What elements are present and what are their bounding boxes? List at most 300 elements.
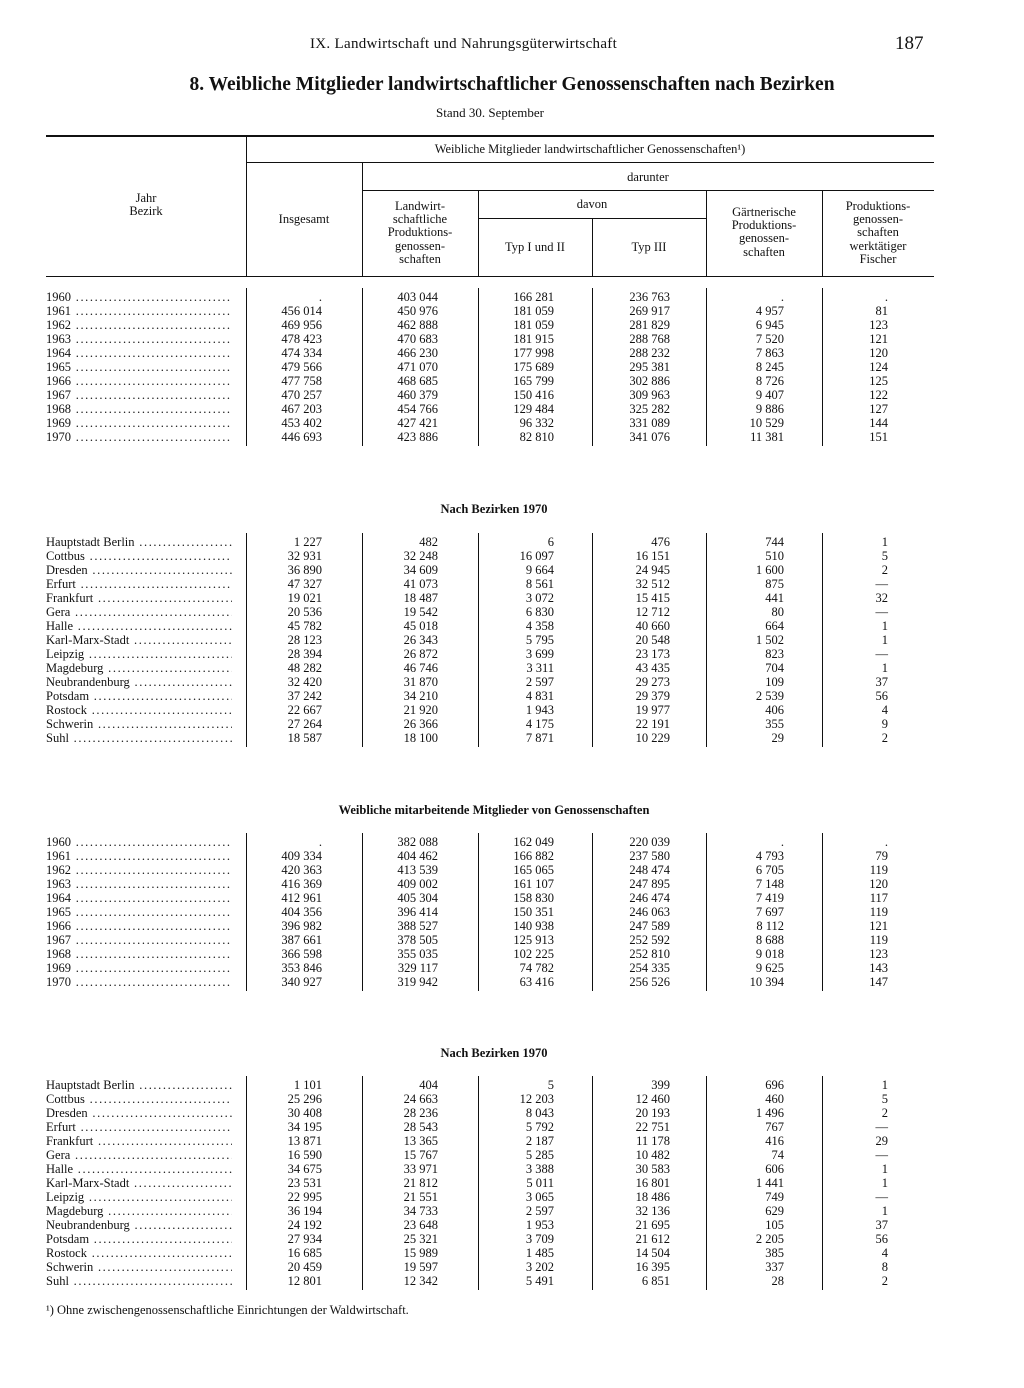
cell-typ-1-2: 3 709 [525,1232,554,1246]
cell-lpg: 41 073 [403,577,438,591]
cell-gpg: 29 [771,731,784,745]
cell-insgesamt: 366 598 [281,947,322,961]
cell-insgesamt: 13 871 [287,1134,322,1148]
cell-insgesamt: . [318,835,322,849]
cell-gpg: 10 529 [749,416,784,430]
row-label: 1964 ..... [46,891,232,905]
cell-gpg: 6 705 [755,863,784,877]
cell-gpg: 7 863 [755,346,784,360]
cell-typ-1-2: 9 664 [525,563,554,577]
cell-typ-1-2: 5 795 [525,633,554,647]
cell-insgesamt: 16 685 [287,1246,322,1260]
cell-typ-3: 29 273 [635,675,670,689]
cell-insgesamt: 420 363 [281,863,322,877]
cell-gpg: 337 [765,1260,784,1274]
cell-typ-3: 269 917 [629,304,670,318]
cell-insgesamt: 396 982 [281,919,322,933]
cell-lpg: 468 685 [397,374,438,388]
cell-lpg: 355 035 [397,947,438,961]
cell-typ-1-2: 3 311 [526,661,554,675]
cell-lpg: 460 379 [397,388,438,402]
cell-gpg: 355 [765,717,784,731]
row-label: 1967 ..... [46,933,232,947]
cell-typ-3: 309 963 [629,388,670,402]
cell-typ-3: 246 474 [629,891,670,905]
row-label: Rostock ..... [46,1246,232,1260]
row-label: Magdeburg ..... [46,1204,232,1218]
cell-gpg: . [780,290,784,304]
row-label: Neubrandenburg ..... [46,675,232,689]
cell-typ-1-2: 7 871 [525,731,554,745]
cell-typ-3: 10 482 [635,1148,670,1162]
cell-typ-3: 254 335 [629,961,670,975]
cell-lpg: 462 888 [397,318,438,332]
cell-gpg: 7 697 [755,905,784,919]
cell-gpg: . [780,835,784,849]
cell-lpg: 26 343 [403,633,438,647]
cell-typ-3: 22 751 [635,1120,670,1134]
row-label: Potsdam ..... [46,1232,232,1246]
cell-typ-1-2: 2 187 [525,1134,554,1148]
row-label: Potsdam ..... [46,689,232,703]
cell-gpg: 823 [765,647,784,661]
cell-gpg: 1 600 [755,563,784,577]
cell-gpg: 441 [765,591,784,605]
cell-insgesamt: 22 995 [287,1190,322,1204]
cell-pgf: 1 [881,1204,888,1218]
cell-insgesamt: 36 890 [287,563,322,577]
row-label: 1968 ..... [46,947,232,961]
cell-pgf: 1 [881,1162,888,1176]
cell-typ-3: 288 232 [629,346,670,360]
cell-gpg: 385 [765,1246,784,1260]
cell-gpg: 8 245 [755,360,784,374]
row-label: 1960 ..... [46,290,232,304]
row-label: Magdeburg ..... [46,661,232,675]
cell-typ-1-2: 1 953 [525,1218,554,1232]
cell-insgesamt: 32 931 [287,549,322,563]
cell-gpg: 2 539 [755,689,784,703]
cell-pgf: 1 [881,619,888,633]
cell-gpg: 767 [765,1120,784,1134]
cell-typ-1-2: 165 065 [513,863,554,877]
cell-gpg: 406 [765,703,784,717]
cell-pgf: 121 [869,332,888,346]
cell-typ-3: 16 801 [635,1176,670,1190]
cell-gpg: 749 [765,1190,784,1204]
cell-pgf: 2 [881,731,888,745]
cell-pgf: 120 [869,346,888,360]
cell-pgf: 120 [869,877,888,891]
cell-insgesamt: 1 101 [293,1078,322,1092]
row-label: 1968 ..... [46,402,232,416]
cell-typ-1-2: 161 107 [513,877,554,891]
cell-typ-1-2: 181 915 [513,332,554,346]
cell-lpg: 409 002 [397,877,438,891]
cell-typ-1-2: 3 202 [525,1260,554,1274]
cell-pgf: 1 [881,1176,888,1190]
cell-pgf: — [875,647,888,661]
cell-typ-1-2: 3 388 [525,1162,554,1176]
row-label: Hauptstadt Berlin ..... [46,535,232,549]
cell-pgf: 127 [869,402,888,416]
cell-pgf: 123 [869,947,888,961]
cell-typ-3: 40 660 [635,619,670,633]
cell-typ-1-2: 6 [547,535,554,549]
cell-insgesamt: 23 531 [287,1176,322,1190]
chapter-heading: IX. Landwirtschaft und Nahrungsgüterwirtschaft [310,36,618,52]
cell-typ-1-2: 4 358 [525,619,554,633]
cell-typ-1-2: 2 597 [525,1204,554,1218]
cell-lpg: 31 870 [403,675,438,689]
cell-insgesamt: 37 242 [287,689,322,703]
cell-typ-3: 16 395 [635,1260,670,1274]
header-bottom-rule [46,276,934,277]
cell-lpg: 15 767 [403,1148,438,1162]
row-label: Frankfurt ..... [46,1134,232,1148]
row-label: 1967 ..... [46,388,232,402]
cell-lpg: 21 812 [403,1176,438,1190]
cell-gpg: 8 688 [755,933,784,947]
cell-lpg: 45 018 [403,619,438,633]
cell-pgf: 9 [881,717,888,731]
cell-typ-3: 32 136 [635,1204,670,1218]
cell-insgesamt: 12 801 [287,1274,322,1288]
cell-gpg: 8 726 [755,374,784,388]
cell-insgesamt: 45 782 [287,619,322,633]
row-label: 1965 ..... [46,905,232,919]
cell-typ-1-2: 150 351 [513,905,554,919]
cell-gpg: 4 793 [755,849,784,863]
header-group-rule [246,162,934,163]
cell-pgf: 32 [875,591,888,605]
cell-pgf: 5 [881,1092,888,1106]
cell-pgf: 119 [869,933,888,947]
cell-typ-3: 220 039 [629,835,670,849]
header-pgf: Produktions- genossen- schaften werktätiger Fischer [845,199,911,266]
cell-gpg: 105 [765,1218,784,1232]
cell-lpg: 26 366 [403,717,438,731]
cell-lpg: 19 542 [403,605,438,619]
cell-typ-3: 237 580 [629,849,670,863]
cell-pgf: 4 [881,703,888,717]
row-label: 1962 ..... [46,318,232,332]
header-darunter: darunter [627,170,669,184]
cell-lpg: 34 609 [403,563,438,577]
cell-lpg: 482 [419,535,438,549]
cell-typ-3: 252 592 [629,933,670,947]
cell-gpg: 664 [765,619,784,633]
cell-lpg: 396 414 [397,905,438,919]
cell-lpg: 24 663 [403,1092,438,1106]
cell-lpg: 15 989 [403,1246,438,1260]
cell-pgf: 119 [869,863,888,877]
cell-gpg: 7 520 [755,332,784,346]
row-label: 1970 ..... [46,975,232,989]
cell-gpg: 510 [765,549,784,563]
cell-pgf: 2 [881,1274,888,1288]
cell-typ-1-2: 140 938 [513,919,554,933]
cell-lpg: 404 [419,1078,438,1092]
cell-lpg: 413 539 [397,863,438,877]
cell-typ-1-2: 5 491 [525,1274,554,1288]
cell-lpg: 423 886 [397,430,438,444]
row-label: Karl-Marx-Stadt ..... [46,633,232,647]
cell-pgf: 56 [875,1232,888,1246]
cell-insgesamt: 404 356 [281,905,322,919]
cell-typ-1-2: 175 689 [513,360,554,374]
cell-typ-3: 15 415 [635,591,670,605]
cell-lpg: 382 088 [397,835,438,849]
row-label: Hauptstadt Berlin ..... [46,1078,232,1092]
cell-insgesamt: 409 334 [281,849,322,863]
footnote: ¹) Ohne zwischengenossenschaftliche Einrichtungen der Waldwirtschaft. [46,1303,409,1317]
table-title: 8. Weibliche Mitglieder landwirtschaftlicher Genossenschaften nach Bezirken [189,74,835,95]
cell-lpg: 403 044 [397,290,438,304]
cell-lpg: 404 462 [397,849,438,863]
cell-typ-1-2: 125 913 [513,933,554,947]
cell-pgf: — [875,605,888,619]
cell-insgesamt: 47 327 [287,577,322,591]
cell-lpg: 26 872 [403,647,438,661]
cell-insgesamt: 387 661 [281,933,322,947]
cell-lpg: 34 733 [403,1204,438,1218]
cell-insgesamt: 28 123 [287,633,322,647]
row-label: 1963 ..... [46,332,232,346]
cell-lpg: 23 648 [403,1218,438,1232]
cell-gpg: 7 148 [755,877,784,891]
cell-lpg: 19 597 [403,1260,438,1274]
cell-typ-1-2: 6 830 [525,605,554,619]
cell-typ-1-2: 1 943 [525,703,554,717]
cell-pgf: 1 [881,535,888,549]
row-label: Leipzig ..... [46,1190,232,1204]
cell-gpg: 1 441 [755,1176,784,1190]
row-label: Rostock ..... [46,703,232,717]
cell-gpg: 4 957 [755,304,784,318]
cell-typ-1-2: 158 830 [513,891,554,905]
cell-insgesamt: . [318,290,322,304]
row-label: Halle ..... [46,619,232,633]
cell-gpg: 109 [765,675,784,689]
cell-insgesamt: 25 296 [287,1092,322,1106]
cell-pgf: 8 [881,1260,888,1274]
cell-lpg: 25 321 [403,1232,438,1246]
cell-typ-1-2: 102 225 [513,947,554,961]
cell-gpg: 1 496 [755,1106,784,1120]
cell-insgesamt: 446 693 [281,430,322,444]
cell-typ-3: 18 486 [635,1190,670,1204]
cell-typ-3: 23 173 [635,647,670,661]
row-label: 1966 ..... [46,374,232,388]
cell-lpg: 405 304 [397,891,438,905]
cell-insgesamt: 456 014 [281,304,322,318]
row-label: Suhl ..... [46,731,232,745]
cell-insgesamt: 469 956 [281,318,322,332]
cell-typ-3: 331 089 [629,416,670,430]
cell-insgesamt: 27 264 [287,717,322,731]
cell-insgesamt: 30 408 [287,1106,322,1120]
cell-pgf: 37 [875,675,888,689]
cell-pgf: 37 [875,1218,888,1232]
cell-lpg: 427 421 [397,416,438,430]
cell-lpg: 329 117 [397,961,438,975]
cell-typ-1-2: 166 281 [513,290,554,304]
cell-typ-3: 12 460 [635,1092,670,1106]
cell-lpg: 450 976 [397,304,438,318]
cell-pgf: 123 [869,318,888,332]
cell-insgesamt: 477 758 [281,374,322,388]
cell-typ-1-2: 166 882 [513,849,554,863]
cell-pgf: 144 [869,416,888,430]
cell-gpg: 606 [765,1162,784,1176]
row-label: 1966 ..... [46,919,232,933]
header-divider-stub [246,136,247,276]
row-label: 1962 ..... [46,863,232,877]
table-subtitle: Stand 30. September [436,105,544,120]
cell-pgf: . [884,290,888,304]
cell-pgf: — [875,1120,888,1134]
cell-typ-1-2: 5 285 [525,1148,554,1162]
cell-insgesamt: 19 021 [287,591,322,605]
cell-pgf: 125 [869,374,888,388]
cell-gpg: 744 [765,535,784,549]
cell-pgf: 143 [869,961,888,975]
cell-typ-3: 21 612 [635,1232,670,1246]
cell-insgesamt: 416 369 [281,877,322,891]
cell-lpg: 12 342 [403,1274,438,1288]
cell-insgesamt: 20 536 [287,605,322,619]
cell-gpg: 80 [771,605,784,619]
cell-typ-1-2: 16 097 [519,549,554,563]
cell-insgesamt: 340 927 [281,975,322,989]
cell-typ-3: 281 829 [629,318,670,332]
row-label: Schwerin ..... [46,1260,232,1274]
cell-lpg: 319 942 [397,975,438,989]
cell-gpg: 2 205 [755,1232,784,1246]
cell-pgf: 121 [869,919,888,933]
section-title-bezirke-1: Nach Bezirken 1970 [440,502,548,516]
cell-pgf: 56 [875,689,888,703]
cell-lpg: 21 551 [403,1190,438,1204]
cell-typ-1-2: 150 416 [513,388,554,402]
cell-insgesamt: 34 195 [287,1120,322,1134]
cell-lpg: 46 746 [403,661,438,675]
cell-typ-3: 236 763 [629,290,670,304]
cell-pgf: — [875,1190,888,1204]
cell-typ-1-2: 162 049 [513,835,554,849]
header-stub: Jahr Bezirk [129,191,163,219]
header-davon: davon [576,197,608,211]
cell-typ-3: 16 151 [635,549,670,563]
row-label: Karl-Marx-Stadt ..... [46,1176,232,1190]
cell-insgesamt: 28 394 [287,647,322,661]
cell-gpg: 74 [771,1148,784,1162]
cell-pgf: 151 [869,430,888,444]
row-label: 1961 ..... [46,304,232,318]
row-label: Erfurt ..... [46,577,232,591]
cell-gpg: 629 [765,1204,784,1218]
header-darunter-rule [362,190,934,191]
cell-typ-1-2: 5 011 [526,1176,554,1190]
cell-typ-3: 295 381 [629,360,670,374]
cell-gpg: 28 [771,1274,784,1288]
cell-insgesamt: 412 961 [281,891,322,905]
cell-typ-1-2: 165 799 [513,374,554,388]
cell-insgesamt: 467 203 [281,402,322,416]
cell-lpg: 454 766 [397,402,438,416]
cell-lpg: 18 100 [403,731,438,745]
cell-typ-3: 29 379 [635,689,670,703]
cell-pgf: 79 [875,849,888,863]
cell-typ-1-2: 12 203 [519,1092,554,1106]
cell-pgf: 119 [869,905,888,919]
cell-typ-3: 341 076 [629,430,670,444]
cell-typ-1-2: 181 059 [513,318,554,332]
cell-typ-3: 10 229 [635,731,670,745]
cell-typ-1-2: 4 175 [525,717,554,731]
cell-typ-3: 6 851 [641,1274,670,1288]
cell-typ-1-2: 8 043 [525,1106,554,1120]
cell-typ-3: 22 191 [635,717,670,731]
cell-typ-3: 476 [651,535,670,549]
cell-typ-3: 12 712 [635,605,670,619]
header-group [246,143,934,156]
row-label: Suhl ..... [46,1274,232,1288]
row-label: Frankfurt ..... [46,591,232,605]
cell-insgesamt: 24 192 [287,1218,322,1232]
cell-typ-3: 19 977 [635,703,670,717]
cell-insgesamt: 453 402 [281,416,322,430]
cell-typ-1-2: 5 [547,1078,554,1092]
cell-typ-3: 248 474 [629,863,670,877]
cell-typ-3: 32 512 [635,577,670,591]
cell-pgf: — [875,1148,888,1162]
row-label: Dresden ..... [46,1106,232,1120]
section-title-bezirke-2: Nach Bezirken 1970 [440,1046,548,1060]
cell-typ-1-2: 1 485 [525,1246,554,1260]
row-label: 1969 ..... [46,961,232,975]
cell-typ-1-2: 96 332 [519,416,554,430]
section-title-mitarbeitende: Weibliche mitarbeitende Mitglieder von Genossenschaften [338,803,650,817]
cell-gpg: 6 945 [755,318,784,332]
header-lpg: Landwirt- schaftliche Produktions- genossen- schaften [387,199,453,266]
row-label: 1964 ..... [46,346,232,360]
cell-gpg: 704 [765,661,784,675]
cell-insgesamt: 34 675 [287,1162,322,1176]
cell-typ-1-2: 74 782 [519,961,554,975]
cell-typ-3: 14 504 [635,1246,670,1260]
row-label: 1970 ..... [46,430,232,444]
cell-pgf: 1 [881,661,888,675]
cell-pgf: 1 [881,633,888,647]
row-label: Cottbus ..... [46,1092,232,1106]
header-gpg: Gärtnerische Produktions- genossen- schaften [731,205,797,259]
cell-typ-1-2: 3 072 [525,591,554,605]
cell-gpg: 10 394 [749,975,784,989]
cell-typ-3: 399 [651,1078,670,1092]
cell-pgf: 4 [881,1246,888,1260]
cell-typ-3: 246 063 [629,905,670,919]
cell-gpg: 9 886 [755,402,784,416]
cell-gpg: 416 [765,1134,784,1148]
row-label: Gera ..... [46,605,232,619]
cell-typ-3: 252 810 [629,947,670,961]
cell-lpg: 21 920 [403,703,438,717]
cell-lpg: 388 527 [397,919,438,933]
cell-gpg: 7 419 [755,891,784,905]
row-label: Neubrandenburg ..... [46,1218,232,1232]
